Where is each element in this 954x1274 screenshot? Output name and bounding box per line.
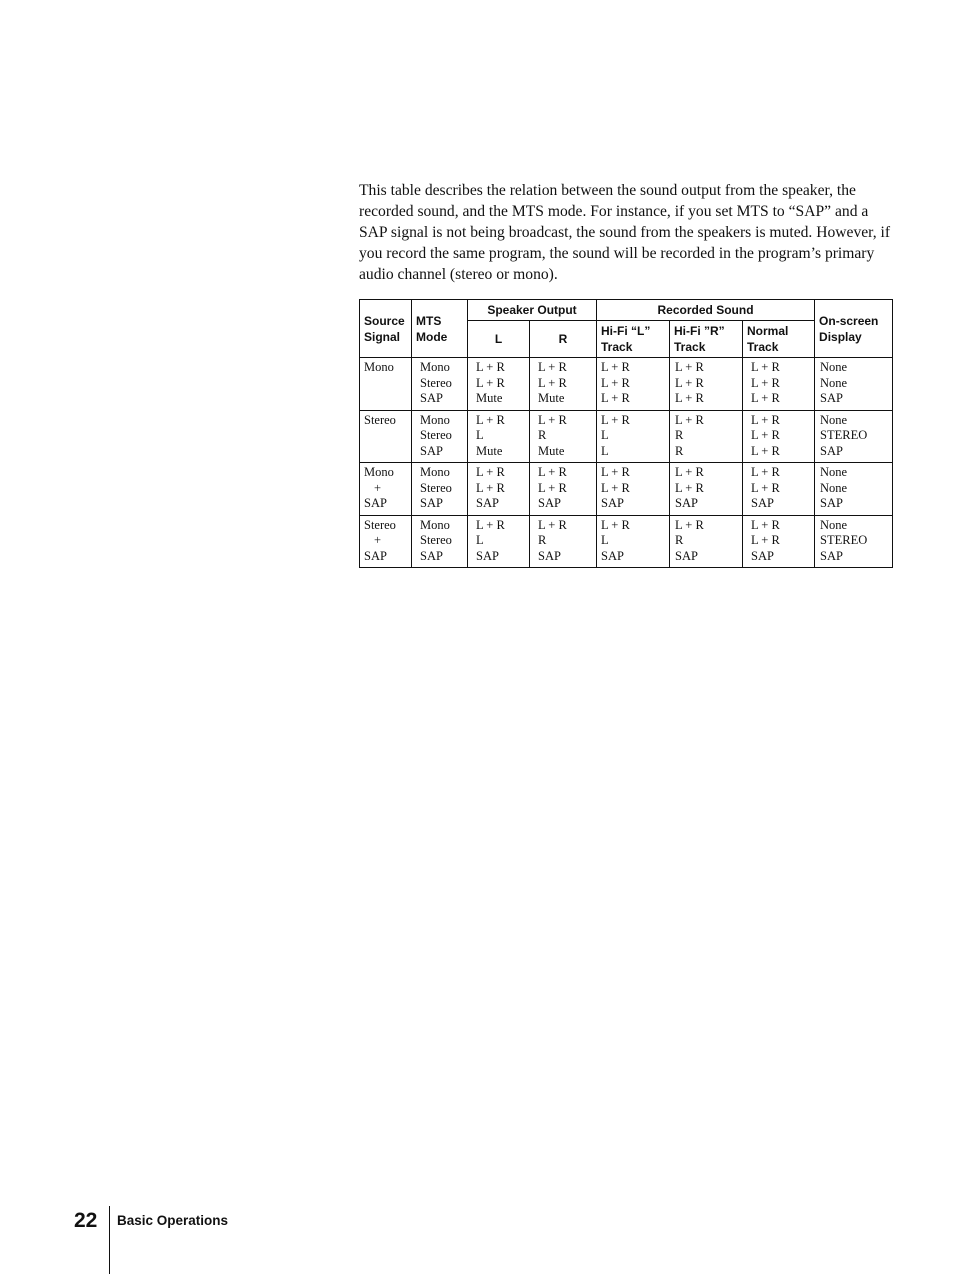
cell-speaker-r: L + R L + R Mute [530,358,597,411]
cell-normal: L + R L + R SAP [743,515,815,568]
cell-speaker-l: L + R L + R SAP [468,463,530,516]
table-row [360,463,893,516]
cell-hifi-l: L + R L SAP [597,515,670,568]
cell-mts: Mono Stereo SAP [412,410,468,463]
cell-speaker-l: L + R L Mute [468,410,530,463]
header-onscreen-display: On-screen Display [815,300,893,358]
cell-normal: L + R L + R L + R [743,358,815,411]
cell-speaker-r: L + R L + R SAP [530,463,597,516]
cell-hifi-l: L + R L L [597,410,670,463]
table-row [360,358,893,411]
header-mts-mode: MTS Mode [412,300,468,358]
cell-hifi-r: L + R R SAP [670,515,743,568]
cell-source: Mono [360,358,412,411]
cell-normal: L + R L + R L + R [743,410,815,463]
cell-speaker-l: L + R L + R Mute [468,358,530,411]
section-label: Basic Operations [117,1213,229,1228]
cell-normal: L + R L + R SAP [743,463,815,516]
header-source-signal: Source Signal [360,300,412,358]
cell-display: None None SAP [815,463,893,516]
intro-paragraph: This table describes the relation between the sound output from the speaker, the recorded sound, and the MTS mode. For instance, if you set MTS to “SAP” and a SAP signal is not being broadcast, the sound from the speakers is muted. However, if you record the same program, the sound will be recorded in the program’s primary audio channel (stereo or mono). [359,182,891,283]
cell-speaker-r: L + R R Mute [530,410,597,463]
cell-hifi-r: L + R L + R L + R [670,358,743,411]
footer-divider [109,1206,110,1274]
header-speaker-l: L [468,321,530,358]
cell-source: Stereo [360,410,412,463]
table-row [360,515,893,568]
cell-mts: Mono Stereo SAP [412,463,468,516]
cell-display: None STEREO SAP [815,410,893,463]
cell-display: None None SAP [815,358,893,411]
page-number: 22 [74,1209,98,1232]
header-hifi-r-track: Hi-Fi ”R” Track [670,321,743,358]
header-speaker-r: R [530,321,597,358]
cell-hifi-r: L + R L + R SAP [670,463,743,516]
cell-speaker-r: L + R R SAP [530,515,597,568]
header-normal-track: Normal Track [743,321,815,358]
header-hifi-l-track: Hi-Fi “L” Track [597,321,670,358]
sound-output-table [359,299,893,568]
cell-mts: Mono Stereo SAP [412,515,468,568]
cell-hifi-l: L + R L + R L + R [597,358,670,411]
cell-source: Mono + SAP [360,463,412,516]
cell-hifi-r: L + R R R [670,410,743,463]
cell-mts: Mono Stereo SAP [412,358,468,411]
table-row [360,410,893,463]
cell-speaker-l: L + R L SAP [468,515,530,568]
cell-hifi-l: L + R L + R SAP [597,463,670,516]
header-recorded-sound: Recorded Sound [597,300,815,321]
header-speaker-output: Speaker Output [468,300,597,321]
cell-source: Stereo + SAP [360,515,412,568]
cell-display: None STEREO SAP [815,515,893,568]
